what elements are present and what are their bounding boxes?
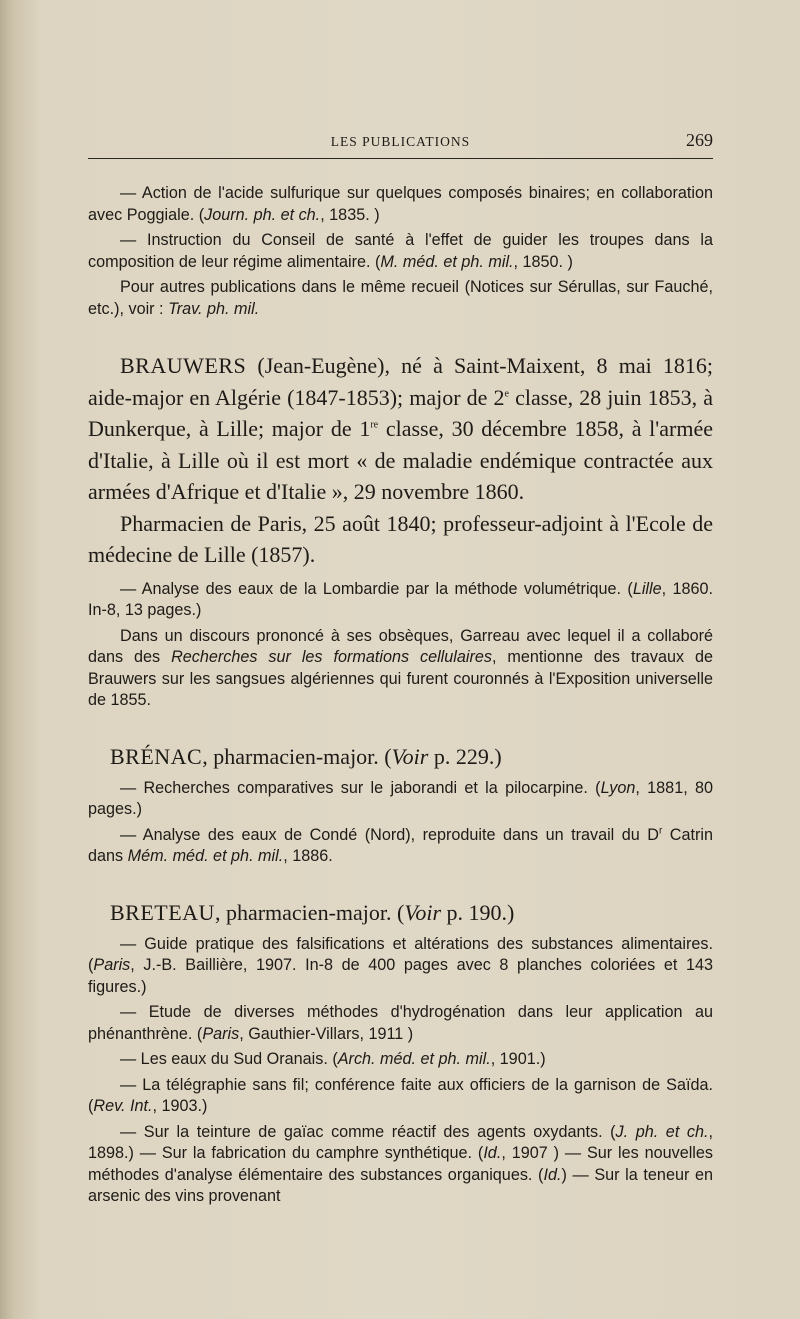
running-title: LES PUBLICATIONS	[330, 134, 471, 149]
breteau-work-2: — Etude de diverses méthodes d'hydrogénation dans leur application au phénanthrène. (Paris, Gauthier-Villars, 1911 )	[88, 1003, 713, 1043]
entry-breteau	[88, 898, 713, 1208]
brenac-work-1: — Recherches comparatives sur le jaborandi et la pilocarpine. (Lyon, 1881, 80 pages.)	[88, 778, 714, 818]
breteau-work-4: — La télégraphie sans fil; conférence faite aux officiers de la garnison de Saïda. (Rev. Int., 1903.)	[88, 1075, 713, 1115]
brenac-work-2: — Analyse des eaux de Condé (Nord), reproduite dans un travail du $D^r$ Catrin dans Mém. méd. et ph. mil., 1886.	[88, 825, 713, 865]
brauwers-pharmacist-career: Pharmacien de Paris, 25 août 1840; professeur-adjoint à l'Ecole de médecine de Lille (1857).	[88, 510, 713, 567]
breteau-heading: BRETEAU, pharmacien-major. (Voir p. 190.)	[110, 899, 515, 925]
breteau-work-1: — Guide pratique des falsifications et altérations des substances alimentaires. (Paris, J.-B. Baillière, 1907. In-8 de 400 pages avec 8 planches coloriées et 143 figures.)	[88, 934, 713, 996]
brauwers-biography: BRAUWERS (Jean-Eugène), né à Saint-Maixent, 8 mai 1816; aide-major en Algérie (1847-1853); major de 2e classe, 28 juin 1853, à Dunkerque, à Lille; major de 1re classe, 30 décembre 1858, à l'armée d'Italie, à Lille où il est mort « de maladie endémique contractée aux armées d'Afrique et d'Italie », 29 novembre 1860.	[88, 353, 713, 504]
breteau-work-5: — Sur la teinture de gaïac comme réactif des agents oxydants. (J. ph. et ch., 1898.) — Sur la fabrication du camphre synthétique. (Id., 1907 ) — Sur les nouvelles méthodes d'analyse élémentaire des substances organiques. (Id.) — Sur la teneur en arsenic des vins provenant	[88, 1122, 713, 1205]
brauwers-note: Dans un discours prononcé à ses obsèques, Garreau avec lequel il a collaboré dans des Recherches sur les formations cellulaires, mentionne des travaux de Brauwers sur les sangsues algériennes qui furent couronnés à l'Exposition universelle de 1855.	[88, 626, 713, 709]
entry-brenac	[88, 742, 713, 868]
intro-paragraph-2: — Instruction du Conseil de santé à l'effet de guider les troupes dans la composition de leur régime alimentaire. (M. méd. et ph. mil., 1850. )	[88, 231, 713, 271]
breteau-work-3: — Les eaux du Sud Oranais. (Arch. méd. et ph. mil., 1901.)	[120, 1050, 546, 1068]
brauwers-work-1: — Analyse des eaux de la Lombardie par la méthode volumétrique. (Lille, 1860. In-8, 13 pages.)	[88, 579, 713, 619]
page-number: 269	[686, 130, 713, 150]
running-header	[88, 128, 713, 159]
intro-paragraph-3: Pour autres publications dans le même recueil (Notices sur Sérullas, sur Fauché, etc.), voir : Trav. ph. mil.	[88, 278, 713, 318]
intro-paragraph-1: — Action de l'acide sulfurique sur quelques composés binaires; en collaboration avec Poggiale. (Journ. ph. et ch., 1835. )	[88, 184, 713, 224]
entry-brauwers	[88, 350, 713, 712]
text-column	[88, 128, 713, 1208]
brenac-heading: BRÉNAC, pharmacien-major. (Voir p. 229.)	[110, 743, 502, 769]
